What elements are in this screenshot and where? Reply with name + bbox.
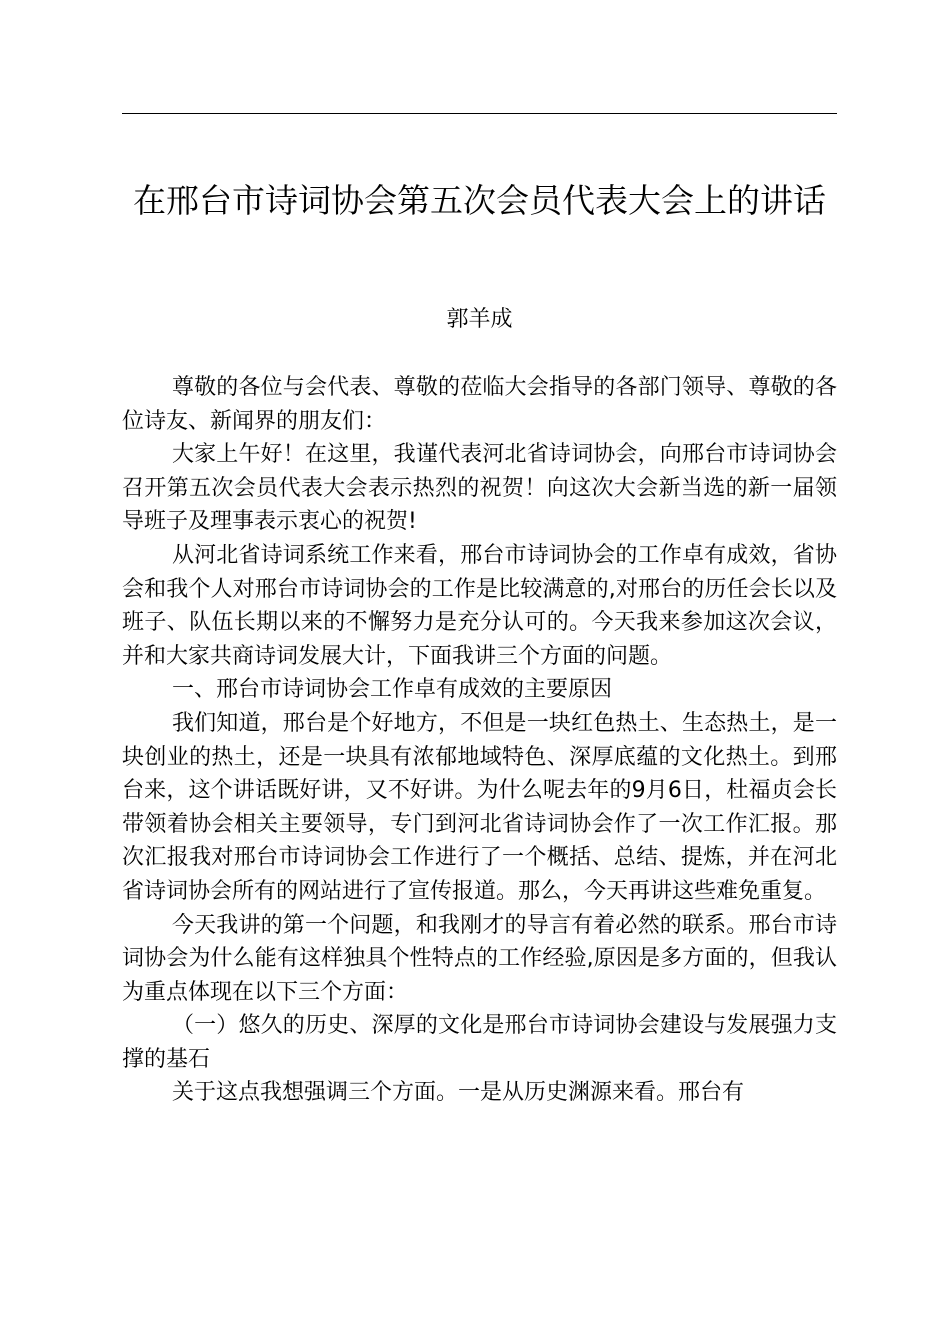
paragraph-first-issue: 今天我讲的第一个问题，和我刚才的导言有着必然的联系。邢台市诗词协会为什么能有这样独具个性特点的工作经验,原因是多方面的，但我认为重点体现在以下三个方面： xyxy=(122,912,837,1005)
document-body xyxy=(122,371,837,1110)
paragraph-overview: 从河北省诗词系统工作来看，邢台市诗词协会的工作卓有成效，省协会和我个人对邢台市诗词协会的工作是比较满意的,对邢台的历任会长以及班子、队伍长期以来的不懈努力是充分认可的。今天我来参加这次会议，并和大家共商诗词发展大计，下面我讲三个方面的问题。 xyxy=(122,542,837,669)
document-title: 在邢台市诗词协会第五次会员代表大会上的讲话 xyxy=(133,181,826,220)
paragraph-greeting: 大家上午好！在这里，我谨代表河北省诗词协会，向邢台市诗词协会召开第五次会员代表大会表示热烈的祝贺！向这次大会新当选的新一届领导班子及理事表示衷心的祝贺! xyxy=(122,442,837,535)
document-author: 郭羊成 xyxy=(446,307,513,332)
paragraph-xingtai: 我们知道，邢台是个好地方，不但是一块红色热土、生态热土，是一块创业的热土，还是一块具有浓郁地域特色、深厚底蕴的文化热土。到邢台来，这个讲话既好讲，又不好讲。为什么呢去年的9月6日，杜福贞会长带领着协会相关主要领导，专门到河北省诗词协会作了一次工作汇报。那次汇报我对邢台市诗词协会工作进行了一个概括、总结、提炼，并在河北省诗词协会所有的网站进行了宣传报道。那么，今天再讲这些难免重复。 xyxy=(122,710,837,904)
paragraph-history: 关于这点我想强调三个方面。一是从历史渊源来看。邢台有 xyxy=(171,1080,744,1106)
subsection-heading-1: （一）悠久的历史、深厚的文化是邢台市诗词协会建设与发展强力支撑的基石 xyxy=(122,1013,837,1072)
section-heading-1: 一、邢台市诗词协会工作卓有成效的主要原因 xyxy=(171,677,612,703)
header-rule xyxy=(122,113,837,114)
paragraph-salutation: 尊敬的各位与会代表、尊敬的莅临大会指导的各部门领导、尊敬的各位诗友、新闻界的朋友们： xyxy=(122,375,837,434)
